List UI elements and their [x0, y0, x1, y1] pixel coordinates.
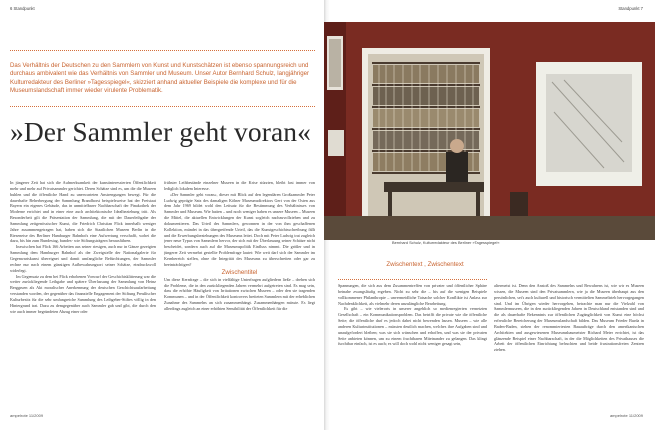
lead-paragraph: Das Verhältnis der Deutschen zu den Sammlern von Kunst und Kunstschätzen ist ebenso spannungsreich und durchaus ambivalent wie das Verhältnis von Sammler und Museum. Unser Autor Bernhard Schulz, langjähriger Kulturredakteur des Berliner »Tagesspiegel«, skizziert anhand aktueller Beispiele die komplexe und für die Museumslandschaft immer wieder virulente Problematik.: [10, 62, 310, 95]
subhead-rule: [338, 279, 487, 280]
paragraph: frühster Leihbestände einzelner Museen in die Krise stürzten, bleibt fast immer von lediglich lokalem Interesse.: [164, 180, 315, 191]
lead-top-rule: [10, 50, 315, 51]
paragraph: Spannungen, die sich aus dem Zusammentreffen von privater und öffentlicher Sphäre beinahe zwangsläufig ergeben. Nicht zu sehr die – bis auf die wenigen Beispiele vollkommener Philanthropie – unvermeidliche Tatsache solcher Konflikte ist Anlass zur Nachdenklichkeit, als vielmehr deren unzulängliche Bearbeitung.: [338, 283, 487, 306]
left-footer: ampelrote 11/2009: [10, 413, 44, 418]
paragraph: Es gibt – wie vielerorts in unserer angeblich so medienregierten vernetzten Gesellschaft – ein Kommunikationsproblem. Das betrifft die private wie die öffentliche Seite; die öffentliche darf es jedoch dabei nicht bewenden lassen. Museen – wie alle anderen Kulturinstitutionen – müssten deutlich machen, welches ihre Aufgaben sind und unaufgefordert bleiben; was sie sich wünschen und erhoffen, und was sie der privaten Seite anbieten können, um zu einem fruchtbaren Miteinander zu gelangen. Das klingt furchtbar einfach, ist es auch; es will doch wohl nicht weniger gesagt sein,: [338, 306, 487, 347]
article-headline: »Der Sammler geht voran«: [10, 116, 311, 147]
photo-illustration: [324, 22, 655, 240]
lead-bottom-rule: [10, 106, 315, 107]
right-column-1: [338, 283, 487, 408]
author-photo: [324, 22, 655, 240]
paragraph: In jüngerer Zeit hat sich die Aufmerksamkeit der kunstinteressierten Öffentlichkeit mehr und mehr auf Privatsammler gerichtet. Deren Schätze sind es, um die die Museen buhlen und die öffentliche Hand zu unerwarteten Anstrengungen bewegt. Für die dauerhafte Beherbergung der Sammlung Brandhorst beispielsweise hat der Freistaat Bayern ein eigenes Gebäude, das in unmittelbarer Nachbarschaft der Pinakothek der Moderne errichtet und in einer eine auch architektonische Idealbeziehung tritt. Als Besonderheit gilt die Präsentation der Sammlung, die mit der Dauerleihgabe der Sammlung zeitgenössischer Kunst, die Friedrich Christian Flick innerhalb weniger Jahre zusammengetragen hat, haben sich die Staatlichen Museen Berlin in die Rieseneise des Berliner Hamburger Bahnhofs eine Aufwertung verschafft, wobei die dazu, bis hin zum Bundestag, bundes- wie Stiftungsträgern herausführen.: [10, 180, 156, 244]
left-column-2: [164, 180, 315, 410]
left-running-header: 6 Standpunkt: [10, 6, 35, 11]
left-column-1: [10, 180, 156, 410]
paragraph: altermeist ist. Denn den Anstoß des Sammelns und Bewahrens ist, wie wir es Museen wissen, die Museen sind den Privatsammlern, wie ja die Museen überhaupt aus den persönlichen, sei's auch kulturell und historisch vermittelten Sammeltrieb hervorgegangen sind. Und im Übrigen wieder hervorgehen, betrachte man nur die Vielzahl von Sammlermuseen, die in den zurückliegenden Jahren in Deutschland entstanden sind und die als dauerhafte Bekenntnis zur öffentlichen Zugänglichkeit von Kunst eine höchst erfreuliche Bereicherung der Museumslandschaft bilden. Das Museum Frieder Burda in Baden-Baden, stehen der renommiertesten Bauaufträge durch den amerikanischen Architekten und ausgewiesenen Museumsbaumeister Richard Meier errichtet, ist das glänzende Beispiel einer Nachbarschaft, in der die Möglichkeiten des Privathauses die Arbeit der öffentlichen Einrichtung befruchten und beide frustrationsfreien Zentren ziehen.: [494, 283, 644, 353]
photo-caption: Bernhard Schulz, Kulturredakteur des Berliner »Tagesspiegel«: [392, 240, 500, 245]
paragraph: Inzwischen hat Flick 166 Arbeiten aus seiner riesigen, auch nur in Gänze gezeigten Sammlung dem Hamburger Bahnhof als der Zweigstelle der Nationalgalerie für Gegenwartskunst übereignet und damit umfangliche Befürchtungen, der Sammler rechne nur nach einem günstigen Aufbewahrungsort seiner Schätze, eindrucksvoll widerlegt.: [10, 244, 156, 273]
paragraph: »Der Sammler geht voran«, dieser mit Blick auf den legendären Großsammler Peter Ludwig geprägte Satz des damaligen Kölner Museumsdirektors Gert von der Osten aus dem Jahr 1969 bildet wohl den Leitsatz für die Bestimmung des Verhältnisses von Sammler und Museum. Wie hatten – und noch weniger haben es unsere Museen – Museen die Mittel, die aktuellen Entwicklungen der Kunst sogleich nachzuvollziehen und zu dokumentieren. Das Urteil des Sammlers, gewonnen in der von ihm geschaffenen Kollektion, mündet in das übergreifende Urteil, das die Kunstgeschichtsschreibung fällt und die Erwerbungsbeziehungen des Museums leitet. Doch mit Peter Ludwig trat zugleich jener neue Typus von Sammlern hervor, der sich mit der Überlassung seiner Schätze nicht bescheidet, sondern auch auf die Museumspolitik Einfluss nimmt. Die größer und in jüngerer Zeit vermehrt gestellte Problemfrage lautet: Wie weit darf sich der Sammler im Kernbereich stellen, ohne die Integrität des Museums zu überschreiten oder gar zu beeinträchtigen?: [164, 191, 315, 267]
right-column-2: [494, 283, 644, 408]
paragraph: Um diese Kernfrage – die sich in vielfältige Unterfragen aufgliedern ließe – drehen sich die Probleme, die in den zurückliegenden Jahren vermehrt aufgetreten sind. Es mag sein, dass die erhöhte Häufigkeit von Irritationen zwischen Museen – oder den sie tragenden Kommunen – und in der Öffentlichkeit kontrovers breiteten Sammlern mit der erheblichen Zunahme des Sammelns an sich zusammenhängt. Zusammenhängen müsste. Es liegt allerdings zugleich an einer erhöhten Sensibilität der Öffentlichkeit für die: [164, 276, 315, 311]
right-footer: ampelrote 11/2009: [609, 413, 643, 418]
right-running-header: Standpunkt 7: [618, 6, 643, 11]
right-subhead: Zwischentext , Zwischentext: [386, 261, 464, 268]
left-subhead: Zwischentitel: [221, 268, 258, 276]
paragraph: Im Gegensatz zu dem bei Flick erhobenen Vorwurf der Geschichtsklitterung war die weiter zurückliegende Leihgabe und spätere Überlassung der Sammlung von Heinz Berggruen als Akt moralischer Anerkennung der deutschen Geschichtsaufarbeitung verstanden worden, der gegenüber das finanzielle Engagement der Stiftung Preußischer Kulturbesitz für die sehr umfangreiche Sammlung des Leihgeber-Stiftes völlig in den Hintergrund trat. Dazu zu demgegenüber auch Sammler gab und gibt, die durch den wie auch immer begründeten Abzug einer oder: [10, 273, 156, 314]
